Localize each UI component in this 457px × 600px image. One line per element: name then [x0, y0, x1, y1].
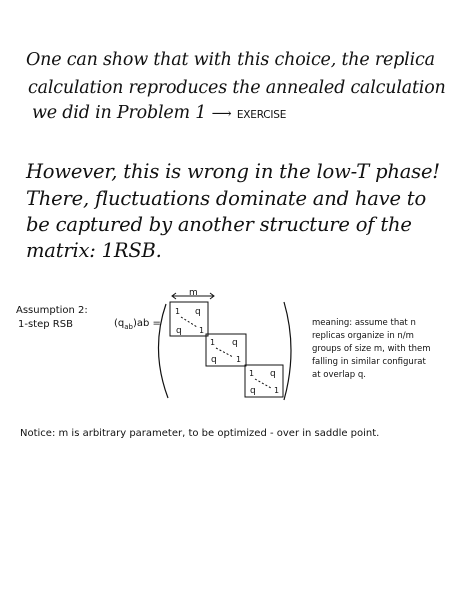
meaning-line3: groups of size m, with them — [312, 344, 431, 354]
paragraph2-line4: matrix: 1RSB. — [26, 239, 162, 262]
paragraph1-line2: calculation reproduces the annealed calculation — [28, 78, 446, 98]
matrix-left-bracket — [158, 304, 168, 398]
assumption-title: Assumption 2: — [16, 305, 88, 316]
arrow-right-icon: ⟶ — [211, 106, 232, 122]
assumption-subtitle: 1-step RSB — [18, 319, 73, 330]
block2-offdiag-bottom: q — [211, 355, 217, 365]
block2-diag-bottom: 1 — [236, 355, 242, 364]
exercise-tag: EXERCISE — [236, 109, 287, 121]
block3-offdiag-bottom: q — [250, 386, 256, 396]
block1-offdiag-bottom: q — [176, 326, 182, 336]
paragraph1-line3-text: we did in Problem 1 — [32, 103, 207, 123]
matrix-right-bracket — [284, 302, 291, 400]
block2-diagonal-dots — [216, 348, 233, 357]
notice-text: Notice: m is arbitrary parameter, to be optimized - over in saddle point. — [20, 428, 380, 439]
block1-diagonal-dots — [181, 317, 197, 327]
block1-diag-bottom: 1 — [199, 326, 205, 335]
meaning-line1: meaning: assume that n — [312, 318, 416, 328]
block1-diag-top: 1 — [175, 307, 181, 316]
meaning-line5: at overlap q. — [312, 370, 366, 380]
matrix-label: $(q_{ab})ab$ = — [114, 318, 161, 331]
paragraph2-line2: There, fluctuations dominate and have to — [26, 187, 426, 210]
block1-offdiag-top: q — [195, 307, 201, 317]
block-size-label: m — [189, 288, 198, 298]
block2-diag-top: 1 — [210, 338, 216, 347]
block3-diag-top: 1 — [249, 369, 255, 378]
paragraph1-line1: One can show that with this choice, the replica — [26, 50, 435, 70]
block3-diag-bottom: 1 — [274, 386, 280, 395]
paragraph2-line1: However, this is wrong in the low-T phase! — [26, 160, 440, 183]
meaning-line4: falling in similar configurat — [312, 357, 426, 367]
block2-offdiag-top: q — [232, 338, 238, 348]
paragraph2-line3: be captured by another structure of the — [26, 213, 412, 236]
block3-offdiag-top: q — [270, 369, 276, 379]
meaning-line2: replicas organize in n/m — [312, 331, 414, 341]
block3-diagonal-dots — [255, 379, 271, 388]
